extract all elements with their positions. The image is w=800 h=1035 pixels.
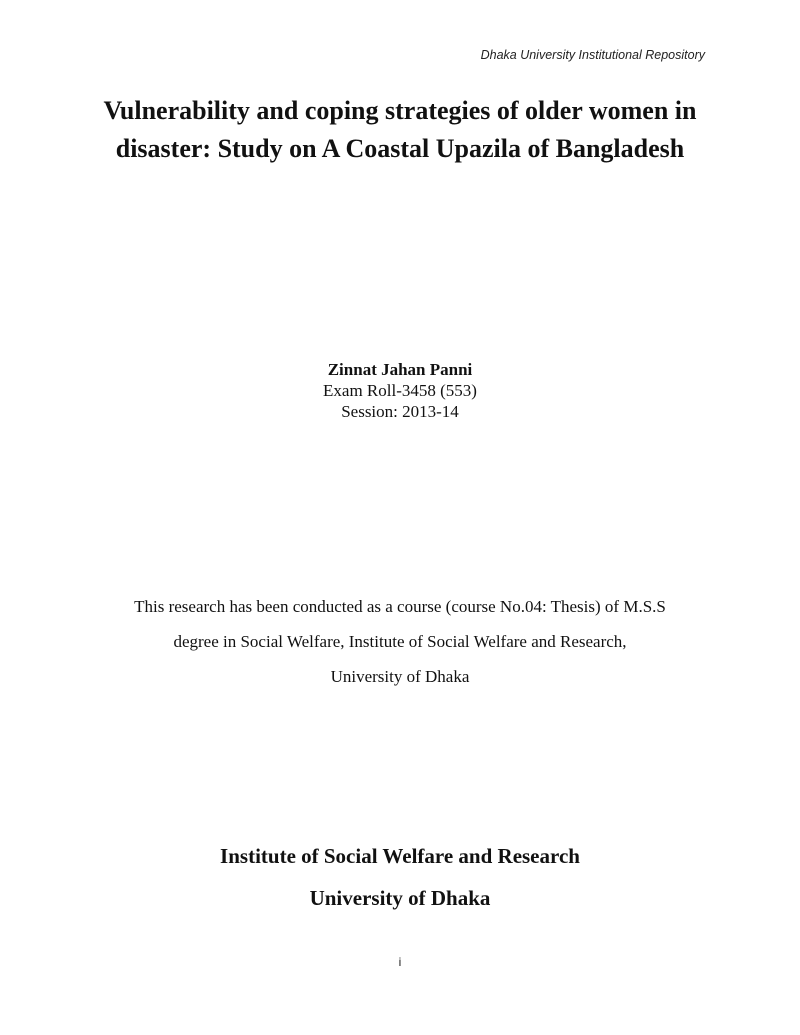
exam-roll: Exam Roll-3458 (553) — [323, 381, 477, 400]
institution-name: Institute of Social Welfare and Research — [220, 844, 580, 868]
research-statement — [60, 596, 740, 701]
author-info — [100, 359, 700, 422]
university-name: University of Dhaka — [309, 886, 491, 910]
statement-line: degree in Social Welfare, Institute of Social Welfare and Research, — [173, 632, 627, 651]
page-number: i — [398, 955, 402, 969]
thesis-title — [60, 92, 740, 168]
title-line: Vulnerability and coping strategies of older women in — [103, 96, 697, 125]
repository-header: Dhaka University Institutional Repository — [480, 48, 705, 62]
statement-line: University of Dhaka — [330, 667, 470, 686]
session: Session: 2013-14 — [341, 402, 459, 421]
institution-info — [60, 842, 740, 926]
title-line: disaster: Study on A Coastal Upazila of Bangladesh — [115, 134, 685, 163]
statement-line: This research has been conducted as a course (course No.04: Thesis) of M.S.S — [134, 597, 666, 616]
author-name: Zinnat Jahan Panni — [327, 360, 473, 379]
